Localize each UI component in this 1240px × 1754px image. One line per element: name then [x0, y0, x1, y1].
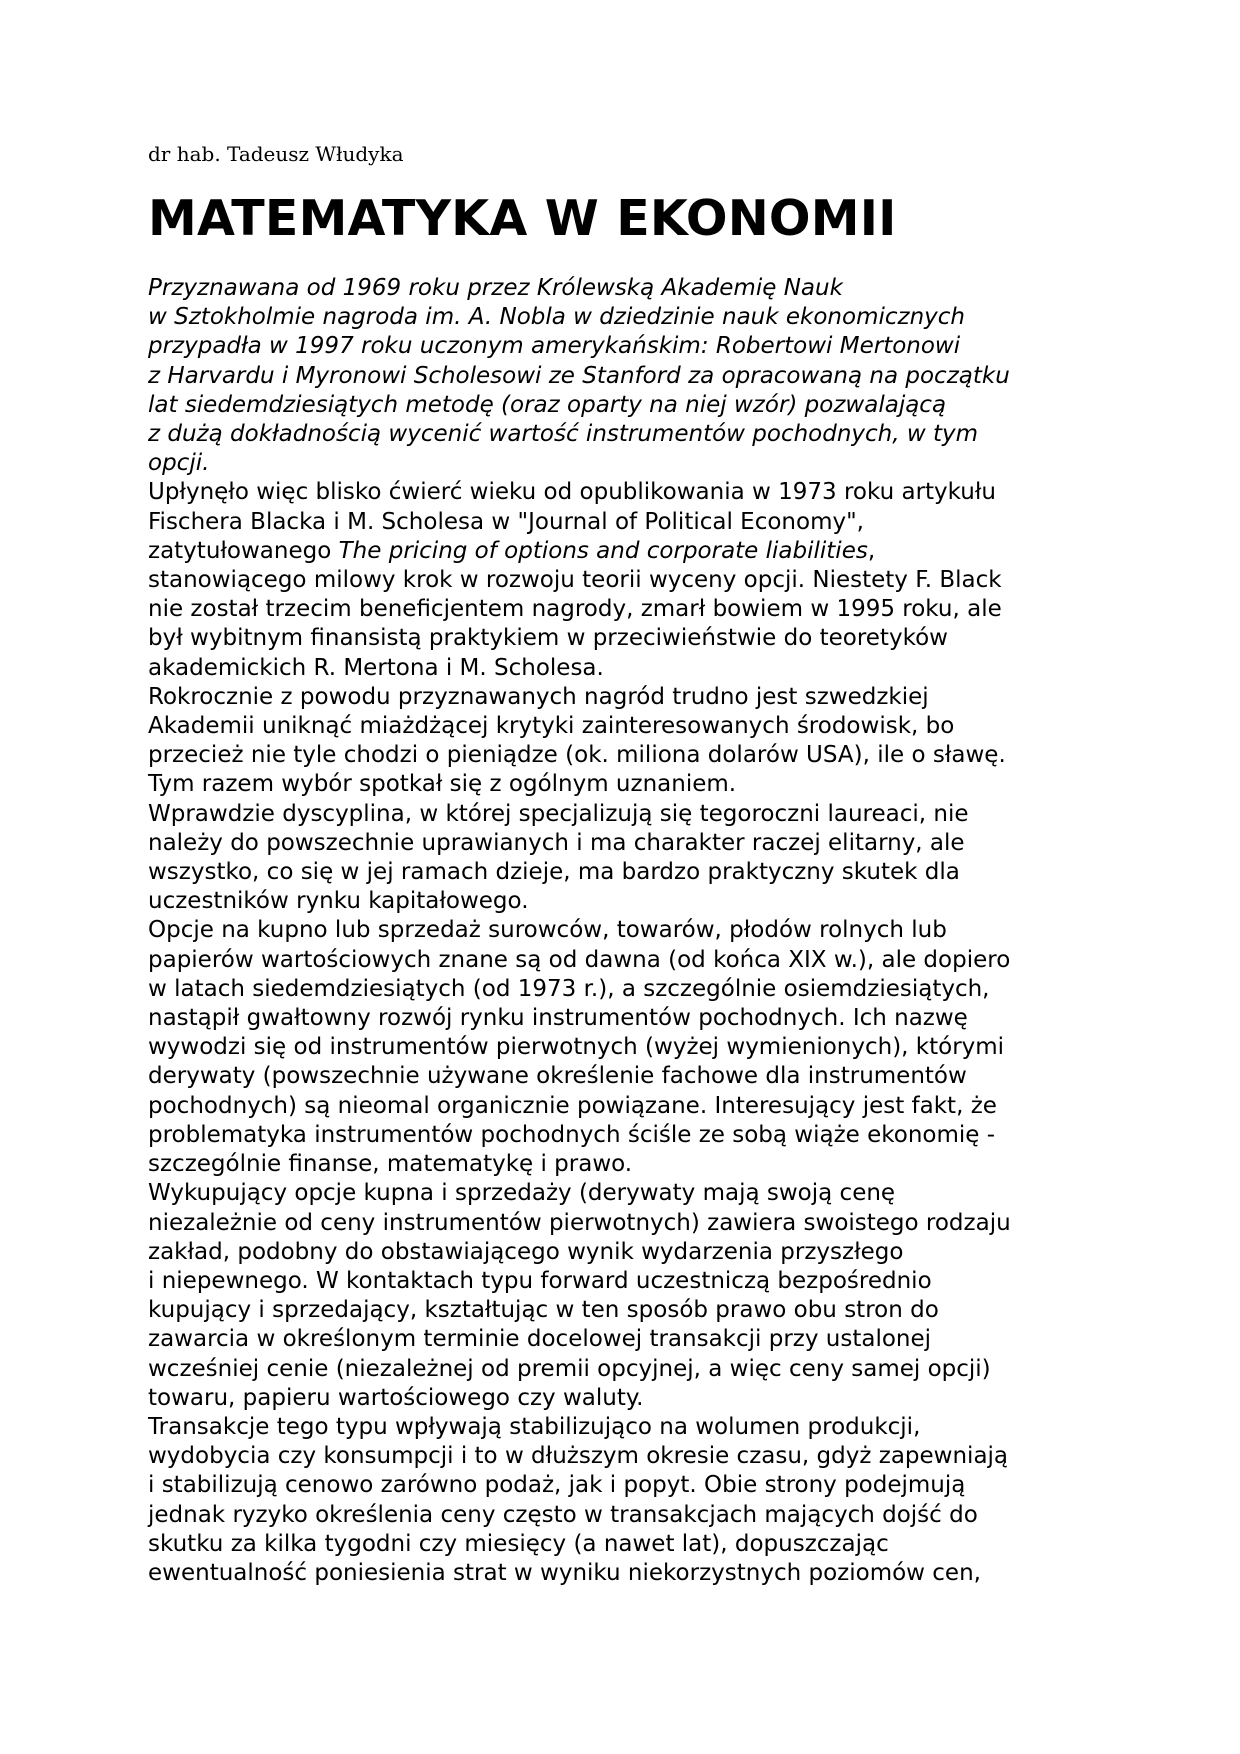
paragraph-line: Fischera Blacka i M. Scholesa w "Journal of Political Economy",	[148, 508, 864, 535]
document-body	[148, 274, 1108, 1588]
paragraph-line: wcześniej cenie (niezależnej od premii opcyjnej, a więc ceny samej opcji)	[148, 1355, 991, 1382]
paragraph-line: i niepewnego. W kontaktach typu forward uczestniczą bezpośrednio	[148, 1267, 932, 1294]
lead-paragraph	[148, 274, 1108, 478]
lead-line: z Harvardu i Myronowi Scholesowi ze Stanford za opracowaną na początku	[148, 362, 1010, 389]
paragraph-line: nie został trzecim beneficjentem nagrody, zmarł bowiem w 1995 roku, ale	[148, 596, 1002, 623]
paragraph-line: jednak ryzyko określenia ceny często w transakcjach mających dojść do	[148, 1501, 978, 1528]
paragraph-line: skutku za kilka tygodni czy miesięcy (a nawet lat), dopuszczając	[148, 1530, 889, 1557]
paragraph-line: i stabilizują cenowo zarówno podaż, jak i popyt. Obie strony podejmują	[148, 1472, 966, 1499]
paragraph-4	[148, 916, 1108, 1179]
paragraph-line: szczególnie finanse, matematykę i prawo.	[148, 1151, 633, 1178]
paragraph-line: należy do powszechnie uprawianych i ma charakter raczej elitarny, ale	[148, 829, 965, 856]
document-title: MATEMATYKA W EKONOMII	[148, 190, 897, 247]
lead-line: przypadła w 1997 roku uczonym amerykańskim: Robertowi Mertonowi	[148, 333, 961, 360]
paragraph-line: kupujący i sprzedający, kształtując w ten sposób prawo obu stron do	[148, 1297, 939, 1324]
paragraph-line: Rokrocznie z powodu przyznawanych nagród trudno jest szwedzkiej	[148, 683, 929, 710]
paragraph-line: ewentualność poniesienia strat w wyniku niekorzystnych poziomów cen,	[148, 1559, 981, 1586]
paragraph-line: Transakcje tego typu wpływają stabilizująco na wolumen produkcji,	[148, 1413, 921, 1440]
paragraph-line	[148, 537, 1108, 566]
paragraph-line: w latach siedemdziesiątych (od 1973 r.), a szczególnie osiemdziesiątych,	[148, 975, 990, 1002]
paragraph-line: był wybitnym finansistą praktykiem w przeciwieństwie do teoretyków	[148, 625, 948, 652]
author-line: dr hab. Tadeusz Włudyka	[148, 142, 404, 166]
lead-line: w Sztokholmie nagroda im. A. Nobla w dziedzinie nauk ekonomicznych	[148, 304, 965, 331]
paragraph-line: wszystko, co się w jej ramach dzieje, ma bardzo praktyczny skutek dla	[148, 859, 960, 886]
lead-line: Przyznawana od 1969 roku przez Królewską Akademię Nauk	[148, 275, 843, 301]
paragraph-line: stanowiącego milowy krok w rozwoju teorii wyceny opcji. Niestety F. Black	[148, 567, 1002, 594]
paragraph-line: przecież nie tyle chodzi o pieniądze (ok. miliona dolarów USA), ile o sławę.	[148, 742, 1006, 769]
document-page	[148, 142, 1108, 1588]
paragraph-3	[148, 800, 1108, 917]
paragraph-line: problematyka instrumentów pochodnych ściśle ze sobą wiąże ekonomię -	[148, 1121, 996, 1148]
paragraph-line: Upłynęło więc blisko ćwierć wieku od opublikowania w 1973 roku artykułu	[148, 479, 996, 506]
article-title: The pricing of options and corporate liabilities	[338, 537, 868, 564]
paragraph-line: derywaty (powszechnie używane określenie fachowe dla instrumentów	[148, 1063, 967, 1090]
paragraph-5	[148, 1179, 1108, 1413]
lead-line: opcji.	[148, 450, 210, 477]
paragraph-line: akademickich R. Mertona i M. Scholesa.	[148, 654, 604, 681]
paragraph-line: nastąpił gwałtowny rozwój rynku instrumentów pochodnych. Ich nazwę	[148, 1005, 968, 1032]
paragraph-line: wydobycia czy konsumpcji i to w dłuższym okresie czasu, gdyż zapewniają	[148, 1443, 1009, 1470]
paragraph-line: papierów wartościowych znane są od dawna (od końca XIX w.), ale dopiero	[148, 946, 1011, 973]
paragraph-line: wywodzi się od instrumentów pierwotnych (wyżej wymienionych), którymi	[148, 1034, 1005, 1061]
lead-line: z dużą dokładnością wycenić wartość instrumentów pochodnych, w tym	[148, 421, 979, 448]
paragraph-line: Akademii uniknąć miażdżącej krytyki zainteresowanych środowisk, bo	[148, 713, 955, 740]
paragraph-6	[148, 1413, 1108, 1588]
paragraph-line: pochodnych) są nieomal organicznie powiązane. Interesujący jest fakt, że	[148, 1092, 997, 1119]
paragraph-line: Wprawdzie dyscyplina, w której specjalizują się tegoroczni laureaci, nie	[148, 800, 969, 827]
paragraph-line: zakład, podobny do obstawiającego wynik wydarzenia przyszłego	[148, 1238, 904, 1265]
paragraph-line: zawarcia w określonym terminie docelowej transakcji przy ustalonej	[148, 1326, 932, 1353]
lead-line: lat siedemdziesiątych metodę (oraz oparty na niej wzór) pozwalającą	[148, 391, 947, 418]
text-segment: ,	[867, 537, 876, 564]
paragraph-line: Wykupujący opcje kupna i sprzedaży (derywaty mają swoją cenę	[148, 1180, 896, 1207]
paragraph-2	[148, 683, 1108, 800]
paragraph-line: niezależnie od ceny instrumentów pierwotnych) zawiera swoistego rodzaju	[148, 1209, 1011, 1236]
paragraph-line: Tym razem wybór spotkał się z ogólnym uznaniem.	[148, 771, 737, 798]
paragraph-line: Opcje na kupno lub sprzedaż surowców, towarów, płodów rolnych lub	[148, 917, 947, 944]
text-segment: zatytułowanego	[148, 537, 339, 564]
paragraph-line: uczestników rynku kapitałowego.	[148, 888, 529, 915]
paragraph-1	[148, 478, 1108, 682]
paragraph-line: towaru, papieru wartościowego czy waluty.	[148, 1384, 644, 1411]
